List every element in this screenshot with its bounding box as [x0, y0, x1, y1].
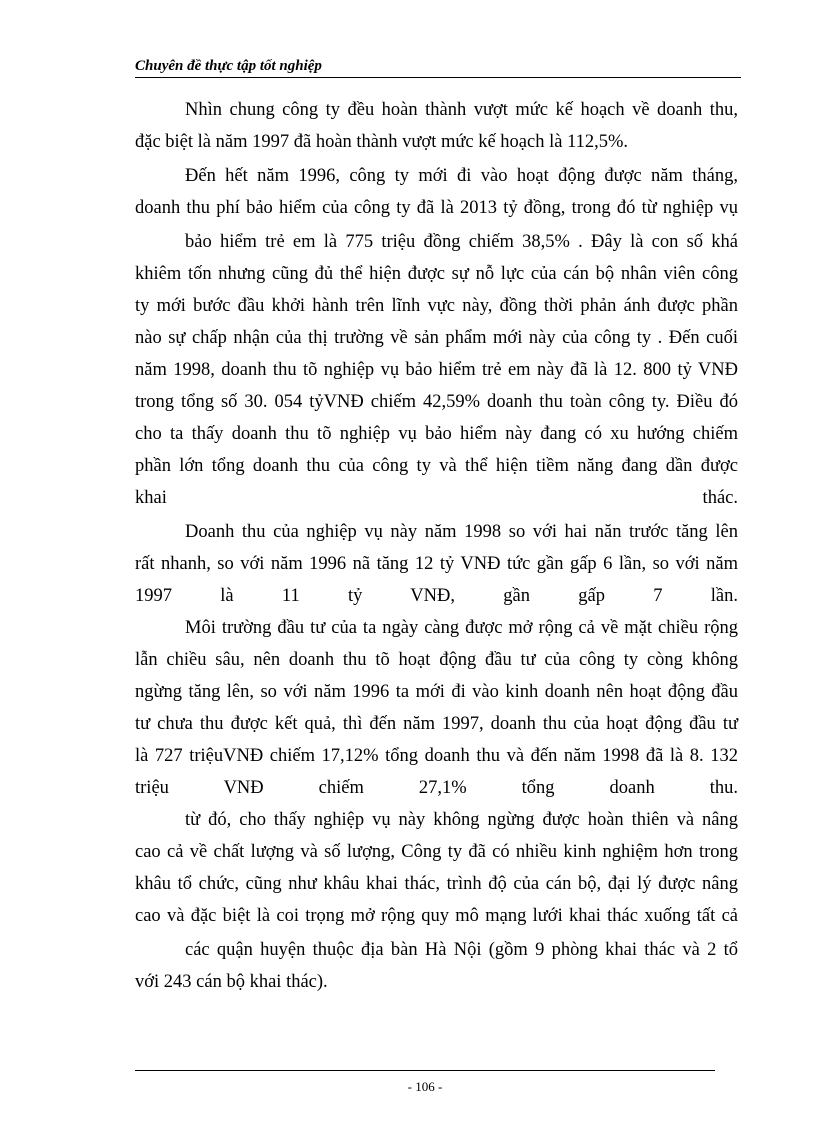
footer-rule — [135, 1070, 715, 1071]
text-line: ty mới bước đầu khởi hành trên lĩnh vực này, đồng thời phản ánh được phần — [135, 296, 738, 316]
running-header: Chuyên đề thực tập tốt nghiệp — [135, 58, 322, 74]
text-line: bảo hiểm trẻ em là 775 triệu đồng chiếm 38,5% . Đây là con số khá — [185, 232, 738, 252]
text-line: đặc biệt là năm 1997 đã hoàn thành vượt mức kế hoạch là 112,5%. — [135, 132, 629, 152]
text-line: triệu VNĐ chiếm 27,1% tổng doanh thu. — [135, 778, 738, 798]
text-line: là 727 triệuVNĐ chiếm 17,12% tổng doanh thu và đến năm 1998 đã là 8. 132 — [135, 746, 738, 766]
text-line: lẫn chiều sâu, nên doanh thu tõ hoạt động đầu tư của công ty còng không — [135, 650, 738, 670]
text-line: khâu tổ chức, cũng như khâu khai thác, trình độ của cán bộ, đại lý được nâng — [135, 874, 738, 894]
page-number: - 106 - — [407, 1079, 443, 1094]
text-line: khiêm tốn nhưng cũng đủ thể hiện được sự nỗ lực của cán bộ nhân viên công — [135, 264, 738, 284]
text-line: cao cả về chất lượng và số lượng, Công ty đã có nhiều kinh nghiệm hơn trong — [135, 842, 738, 862]
text-line: khai thác. — [135, 488, 738, 508]
text-line: với 243 cán bộ khai thác). — [135, 972, 328, 992]
text-line: Nhìn chung công ty đều hoàn thành vượt mức kế hoạch về doanh thu, — [185, 100, 738, 120]
text-line: doanh thu phí bảo hiểm của công ty đã là 2013 tỷ đồng, trong đó từ nghiệp vụ — [135, 198, 738, 218]
text-line: nào sự chấp nhận của thị trường về sản phẩm mới này của công ty . Đến cuối — [135, 328, 738, 348]
text-line: Môi trường đầu tư của ta ngày càng được mở rộng cả về mặt chiều rộng — [185, 618, 738, 638]
text-line: Doanh thu của nghiệp vụ này năm 1998 so với hai năn trước tăng lên — [185, 522, 738, 542]
text-line: từ đó, cho thấy nghiệp vụ này không ngừng được hoàn thiên và nâng — [185, 810, 738, 830]
text-line: các quận huyện thuộc địa bàn Hà Nội (gồm 9 phòng khai thác và 2 tổ — [185, 940, 738, 960]
text-line: cao và đặc biệt là coi trọng mở rộng quy mô mạng lưới khai thác xuống tất cả — [135, 906, 738, 926]
text-line: 1997 là 11 tỷ VNĐ, gần gấp 7 lần. — [135, 586, 738, 606]
text-line: tư chưa thu được kết quả, thì đến năm 1997, doanh thu của hoạt động đầu tư — [135, 714, 738, 734]
text-line: cho ta thấy doanh thu tõ nghiệp vụ bảo hiểm này đang có xu hướng chiếm — [135, 424, 738, 444]
text-line: rất nhanh, so với năm 1996 nã tăng 12 tỷ VNĐ tức gần gấp 6 lần, so với năm — [135, 554, 738, 574]
text-line: Đến hết năm 1996, công ty mới đi vào hoạt động được năm tháng, — [185, 166, 738, 186]
text-line: phần lớn tổng doanh thu của công ty và thể hiện tiềm năng đang dần được — [135, 456, 738, 476]
text-line: trong tổng số 30. 054 tỷVNĐ chiếm 42,59% doanh thu toàn công ty. Điều đó — [135, 392, 738, 412]
text-line: năm 1998, doanh thu tõ nghiệp vụ bảo hiểm trẻ em này đã là 12. 800 tỷ VNĐ — [135, 360, 738, 380]
text-line: ngừng tăng lên, so với năm 1996 ta mới đi vào kinh doanh nên hoạt động đầu — [135, 682, 738, 702]
header-rule — [135, 77, 741, 78]
